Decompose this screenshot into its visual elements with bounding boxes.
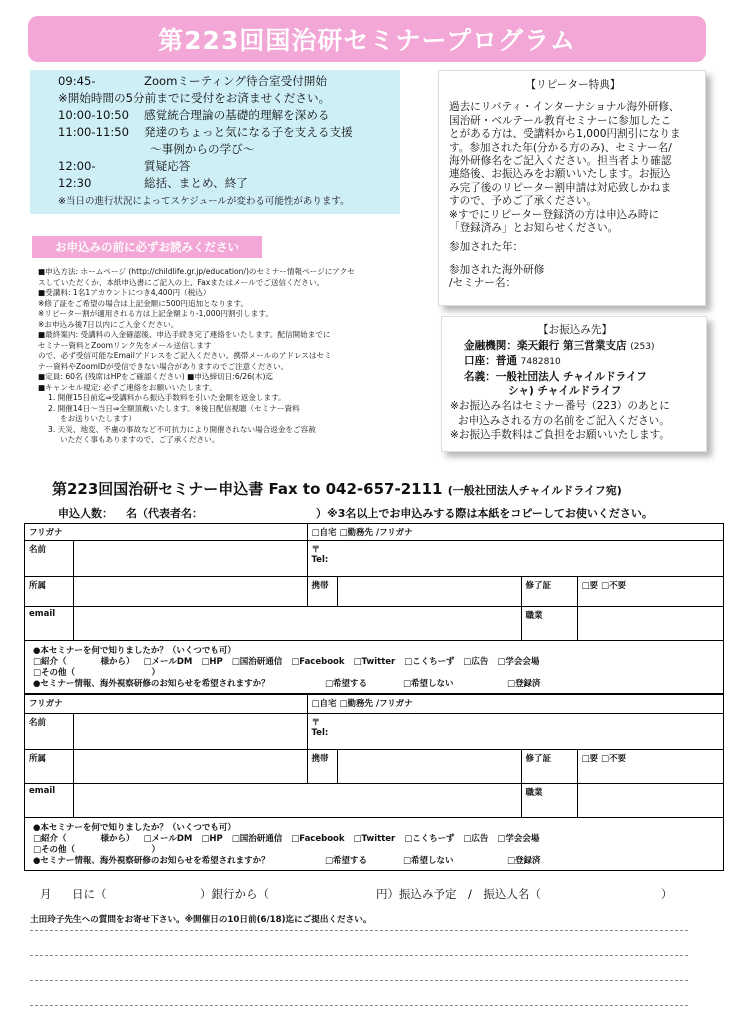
applicants-line [58,505,653,521]
transfer-bank-label: ）銀行から（ [200,887,269,901]
cancel-rule: をお送りいたします） [60,414,136,423]
source-option[interactable]: □学会会場 [497,833,540,844]
question-line[interactable] [30,955,688,956]
wish-no-option[interactable]: □希望しない [403,679,454,689]
source-option[interactable]: □メールDM [143,657,193,667]
source-question: ●本セミナーを何で知りましたか？（いくつでも可） [33,646,236,656]
certificate-options[interactable]: □要 □不要 [577,577,723,607]
mobile-label: 携帯 [307,577,337,607]
mobile-field[interactable] [337,749,521,783]
wish-no-option[interactable]: □希望しない [403,855,454,866]
mobile-label: 携帯 [307,749,337,783]
source-option[interactable]: □国治研通信 [231,833,283,844]
notice-line: ので、必ず受信可能なEmailアドレスをご記入ください。携帯メールのアドレスはセミ [38,351,332,360]
must-read-banner: お申込みの前に必ずお読みください [32,236,262,258]
question-line[interactable] [30,980,688,981]
certificate-label: 修了証 [521,577,577,607]
account-line: 口座：普通 7482810 [464,355,561,368]
notice-line: ※修了証をご希望の場合は上記金額に500円追加となります。 [38,298,249,308]
participated-seminar-label: 参加された海外研修 [449,263,545,276]
source-option[interactable]: □学会会場 [497,657,540,667]
form-title: 第223回国治研セミナー申込書 Fax to 042-657-2111 (一般社団法人チャイルドライフ宛) [52,480,622,498]
cancel-rule: いただく事もありますので、ご了承ください。 [60,435,220,444]
wish-yes-option[interactable]: □希望する [325,679,368,689]
participated-year-label: 参加された年： [449,241,524,254]
schedule-row: 10:00-10:50 感覚統合理論の基礎的理解を深める [58,108,330,122]
email-label: email [25,607,73,641]
source-option[interactable]: □こくちーず [404,833,455,844]
bank-line: 金融機関：楽天銀行 第三営業支店 (253) [464,339,655,352]
copy-note: ）※3名以上でお申込みする際は本紙をコピーしてお使いください。 [316,507,653,520]
transfer-name-label: 円）振込み予定 / 振込人名（ [376,887,541,901]
notice-line: ■定員: 60名 (残席はHPをご確認ください) ■申込締切日:6/26(木)迄 [38,372,274,381]
applicants-count-label: 申込人数： [58,507,113,520]
source-option[interactable]: □Twitter [353,833,396,844]
transfer-day-label: 日に（ [72,887,107,901]
page-title: 第223回国治研セミナープログラム [158,26,576,55]
affiliation-field[interactable] [73,577,307,607]
account-name-line: 名義：一般社団法人 チャイルドライフ [464,370,647,383]
source-option[interactable]: □広告 [463,657,489,667]
source-options [33,834,715,845]
payment-note: ※お振込み名はセミナー番号（223）のあとに [450,399,670,412]
participated-seminar-label-2: /セミナー名： [449,277,517,290]
affiliation-label: 所属 [25,749,73,783]
title-banner [28,16,706,62]
schedule-row: ～事例からの学び～ [150,142,255,156]
repeater-benefit-box [438,70,706,306]
applicant-block [25,695,723,818]
notice-line: ■キャンセル規定: 必ずご連絡をお願いいたします。 [38,382,217,392]
name-label: 名前 [25,541,73,577]
registered-option[interactable]: □登録済 [507,855,541,866]
email-label: email [25,783,73,817]
source-option[interactable]: □Facebook [291,833,345,844]
source-option[interactable]: □紹介（ 様から） [33,657,135,667]
certificate-label: 修了証 [521,749,577,783]
furigana-field[interactable]: フリガナ [25,695,307,713]
source-option[interactable]: □メールDM [143,833,193,844]
notice-line: ナー資料やZoomIDが受信できない場合がありますのでご注意ください。 [38,361,289,371]
payment-note: ※お振込手数料はご負担をお願いいたします。 [450,429,670,442]
notice-line: ■受講料: 1名1アカウントにつき4,400円（税込） [38,288,211,297]
source-option[interactable]: □国治研通信 [231,657,283,667]
schedule-row: ※開始時間の5分前までに受付をお済ませください。 [58,91,331,105]
address-type-field[interactable]: □自宅 □勤務先 /フリガナ [307,524,723,541]
occupation-field[interactable] [577,783,723,817]
schedule-note: ※当日の進行状況によってスケジュールが変わる可能性があります。 [58,196,350,207]
notice-line: ■最終案内: 受講料の入金確認後、申込手続き完了連絡をいたします。配信開始までに [38,330,331,339]
source-options [33,657,715,668]
notice-line: セミナー資料とZoomリンク先をメール送信します [38,340,212,350]
source-option[interactable]: □こくちーず [404,657,455,667]
source-other-option[interactable]: □その他（ ） [33,844,161,855]
occupation-label: 職業 [521,783,577,817]
repeater-heading: 【リピーター特典】 [525,79,621,91]
wish-line [33,679,715,690]
source-option[interactable]: □紹介（ 様から） [33,833,135,844]
notice-line: ■申込方法: ホームページ (http://childlife.gr.jp/education/)のセミナー情報ページにアクセ [38,267,355,276]
email-field[interactable] [73,607,521,641]
payment-note: お申込みされる方の名前をご記入ください。 [458,414,670,427]
address-field[interactable]: 〒 Tel: [307,713,723,749]
cancel-rule: 3. 天災、地変、不慮の事故など不可抗力により開催されない場合返金をご容赦 [48,424,316,434]
certificate-options[interactable]: □要 □不要 [577,749,723,783]
email-field[interactable] [73,783,521,817]
schedule-row: 11:00-11:50 発達のちょっと気になる子を支える支援 [58,125,353,139]
name-field[interactable] [73,541,307,577]
source-option[interactable]: □HP [201,833,223,844]
wish-question: ●セミナー情報、海外視察研修のお知らせを希望されますか？ [33,679,270,689]
furigana-field[interactable]: フリガナ [25,524,307,541]
question-line[interactable] [30,1005,688,1006]
wish-yes-option[interactable]: □希望する [325,855,368,866]
address-field[interactable]: 〒 Tel: [307,541,723,577]
schedule-row: 09:45- Zoomミーティング待合室受付開始 [58,74,327,88]
registered-option[interactable]: □登録済 [507,679,541,689]
notice-line: ※お申込み後7日以内にご入金ください。 [38,319,179,329]
name-field[interactable] [73,713,307,749]
account-name-kana: シャ) チャイルドライフ [508,385,622,398]
mobile-field[interactable] [337,577,521,607]
schedule-row: 12:00- 質疑応答 [58,159,191,173]
occupation-label: 職業 [521,607,577,641]
notices [38,267,420,446]
name-label: 名前 [25,713,73,749]
address-type-field[interactable]: □自宅 □勤務先 /フリガナ [307,695,723,713]
affiliation-label: 所属 [25,577,73,607]
wish-line [33,856,715,867]
wish-question: ●セミナー情報、海外視察研修のお知らせを希望されますか？ [33,855,270,866]
source-option[interactable]: □HP [201,657,223,667]
affiliation-field[interactable] [73,749,307,783]
representative-name-label: 名（代表者名： [126,507,203,520]
transfer-close: ） [661,887,673,901]
question-note: 土田玲子先生への質問をお寄せ下さい。※開催日の10日前(6/18)迄にご提出ください。 [30,915,372,925]
application-form [24,523,724,871]
transfer-line [40,886,673,902]
cancel-rule: 2. 開催14日～当日⇒全額頂戴いたします。※後日配信視聴（セミナー資料 [48,403,300,413]
occupation-field[interactable] [577,607,723,641]
payment-heading: 【お振込み先】 [537,324,613,336]
schedule-row: 12:30 総括、まとめ、終了 [58,176,248,190]
source-option[interactable]: □Facebook [291,657,345,667]
source-section [25,641,723,695]
applicant-block [25,524,723,641]
payment-box [441,316,707,452]
source-other-option[interactable]: □その他（ ） [33,668,161,678]
question-line[interactable] [30,930,688,931]
repeater-body: 過去にリバティ・インターナショナル海外研修、 国治研・ベルテール教育セミナーに参加したこ とがある方は、受講料から1,000円割引になりま す。参加された年(分かる方のみ)、セミナー名/ 海外研修名をご記入ください。担当者より確認 連絡後、お振込みをお願いいたします。お振込 み完了後のリピーター割申請は対応致しかねま すので、予めご了承ください。 ※すでにリピーター登録済の方は申込み時に 「登録済み」とお知らせください。 [449,101,681,235]
source-section [25,818,723,870]
source-option[interactable]: □Twitter [353,657,396,667]
schedule-box [30,70,400,214]
source-option[interactable]: □広告 [463,833,489,844]
notice-line: ※リピーター割が適用される方は上記金額より-1,000円割引します。 [38,309,273,318]
notice-line: スしていただくか、本紙申込書にご記入の上、Faxまたはメールでご送信ください。 [38,277,325,287]
source-question: ●本セミナーを何で知りましたか？（いくつでも可） [33,822,236,833]
cancel-rule: 1. 開催15日前迄⇒受講料から振込手数料を引いた金額を返金します。 [48,393,286,402]
transfer-month-label: 月 [40,887,52,901]
